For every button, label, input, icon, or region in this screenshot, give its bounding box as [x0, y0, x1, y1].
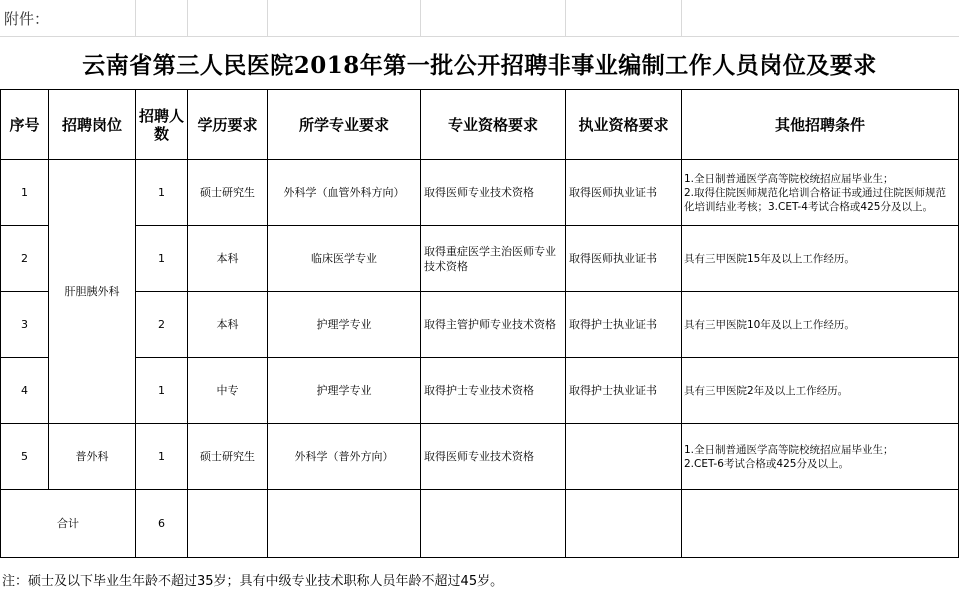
- header-license: 执业资格要求: [566, 90, 682, 160]
- cell-index: 2: [1, 226, 49, 292]
- header-other: 其他招聘条件: [682, 90, 959, 160]
- cell-count: 1: [136, 226, 188, 292]
- cell-qualification: 取得护士专业技术资格: [421, 358, 566, 424]
- cell-other: [682, 424, 959, 490]
- cell-education: 硕士研究生: [188, 424, 268, 490]
- cell-count: 1: [136, 424, 188, 490]
- condition-line: 2.CET-6考试合格或425分及以上。: [684, 457, 849, 470]
- cell-position: 普外科: [49, 424, 136, 490]
- condition-line: 2.取得住院医师规范化培训合格证书或通过住院医师规范化培训结业考核；3.CET-4考试合格或425分及以上。: [684, 186, 947, 213]
- document-title: 云南省第三人民医院2018年第一批公开招聘非事业编制工作人员岗位及要求: [82, 51, 877, 79]
- cell-other: [682, 358, 959, 424]
- header-position: 招聘岗位: [49, 90, 136, 160]
- cell-index: 5: [1, 424, 49, 490]
- cell-major: 临床医学专业: [268, 226, 421, 292]
- cell-education: 中专: [188, 358, 268, 424]
- table-row: [1, 292, 959, 358]
- grid-line: [681, 0, 682, 36]
- cell-major: 外科学（血管外科方向）: [268, 160, 421, 226]
- cell-license: 取得护士执业证书: [566, 358, 682, 424]
- cell-qualification: 取得医师专业技术资格: [421, 424, 566, 490]
- cell-index: 4: [1, 358, 49, 424]
- grid-line: [187, 0, 188, 36]
- cell-education: 本科: [188, 226, 268, 292]
- header-major: 所学专业要求: [268, 90, 421, 160]
- condition-line: 1.全日制普通医学高等院校统招应届毕业生；: [684, 172, 894, 185]
- grid-line: [565, 0, 566, 36]
- condition-line: 具有三甲医院10年及以上工作经历。: [684, 318, 855, 331]
- cell-license: 取得护士执业证书: [566, 292, 682, 358]
- cell-count: 2: [136, 292, 188, 358]
- cell-other: [682, 160, 959, 226]
- condition-line: 具有三甲医院2年及以上工作经历。: [684, 384, 849, 397]
- attachment-label: 附件：: [4, 10, 50, 28]
- cell-education: 本科: [188, 292, 268, 358]
- cell-index: 3: [1, 292, 49, 358]
- total-label: 合计: [1, 490, 136, 558]
- cell-other: [682, 226, 959, 292]
- cell-major: 护理学专业: [268, 358, 421, 424]
- cell-count: 1: [136, 358, 188, 424]
- header-index: 序号: [1, 90, 49, 160]
- header-education: 学历要求: [188, 90, 268, 160]
- cell-qualification: 取得重症医学主治医师专业技术资格: [421, 226, 566, 292]
- empty-cell: [421, 490, 566, 558]
- header-row: [1, 90, 959, 160]
- cell-license: 取得医师执业证书: [566, 226, 682, 292]
- cell-position: 肝胆胰外科: [49, 160, 136, 424]
- cell-major: 护理学专业: [268, 292, 421, 358]
- table-row: [1, 358, 959, 424]
- header-count: 招聘人数: [136, 90, 188, 160]
- grid-line: [420, 0, 421, 36]
- grid-line: [267, 0, 268, 36]
- attachment-row: [0, 0, 959, 36]
- grid-line: [135, 0, 136, 36]
- cell-other: [682, 292, 959, 358]
- empty-cell: [268, 490, 421, 558]
- header-qualification: 专业资格要求: [421, 90, 566, 160]
- total-row: [1, 490, 959, 558]
- empty-cell: [682, 490, 959, 558]
- cell-qualification: 取得主管护师专业技术资格: [421, 292, 566, 358]
- table-row: [1, 424, 959, 490]
- cell-count: 1: [136, 160, 188, 226]
- total-count: 6: [136, 490, 188, 558]
- cell-education: 硕士研究生: [188, 160, 268, 226]
- cell-major: 外科学（普外方向）: [268, 424, 421, 490]
- condition-line: 具有三甲医院15年及以上工作经历。: [684, 252, 855, 265]
- footnote: 注：硕士及以下毕业生年龄不超过35岁；具有中级专业技术职称人员年龄不超过45岁。: [2, 574, 504, 589]
- condition-line: 1.全日制普通医学高等院校统招应届毕业生；: [684, 443, 894, 456]
- empty-cell: [566, 490, 682, 558]
- positions-table: [0, 89, 959, 558]
- cell-qualification: 取得医师专业技术资格: [421, 160, 566, 226]
- cell-license: [566, 424, 682, 490]
- empty-cell: [188, 490, 268, 558]
- cell-license: 取得医师执业证书: [566, 160, 682, 226]
- table-row: [1, 226, 959, 292]
- cell-index: 1: [1, 160, 49, 226]
- table-row: [1, 160, 959, 226]
